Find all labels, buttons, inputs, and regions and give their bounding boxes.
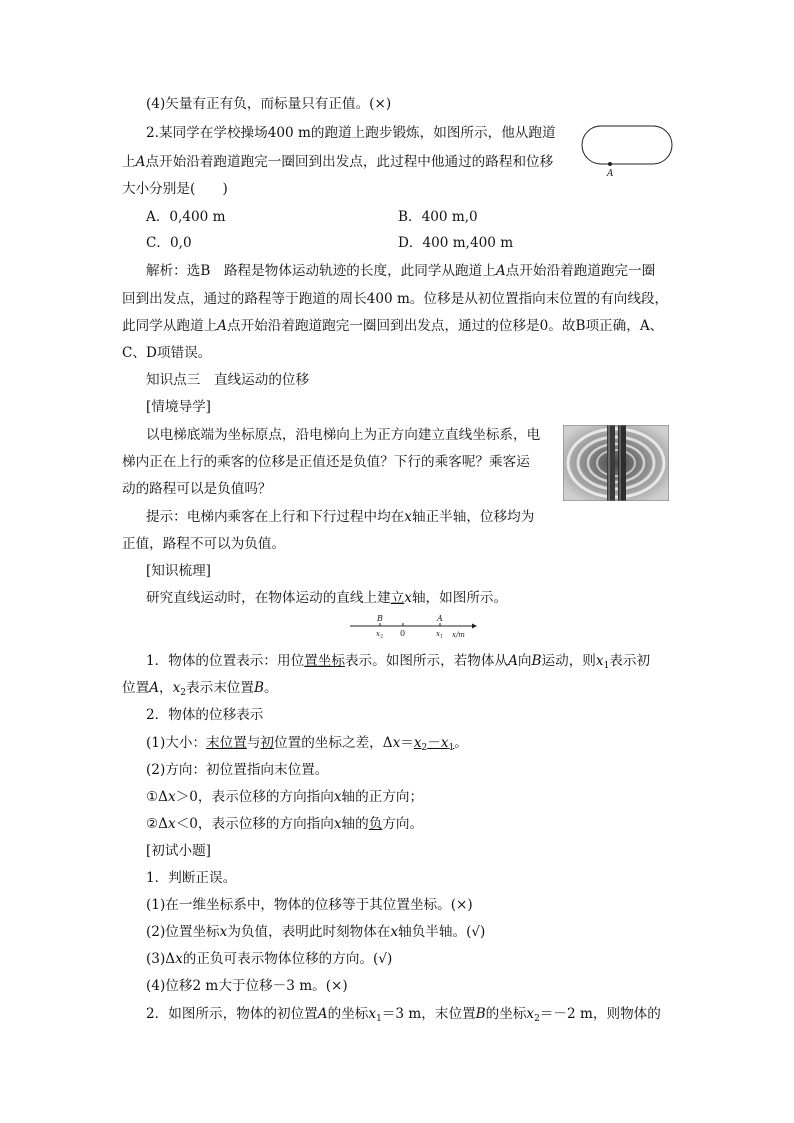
text-line: (4)矢量有正有负，而标量只有正值。(×) — [146, 96, 392, 112]
text-line: (3)Δx的正负可表示物体位移的方向。(√) — [146, 951, 393, 967]
text-line: 梯内正在上行的乘客的位移是正值还是负值？下行的乘客呢？乘客运 — [122, 454, 530, 470]
text-line: 研究直线运动时，在物体运动的直线上建立x轴，如图所示。 — [146, 590, 508, 606]
tick-label-x1: $x_1$ — [436, 630, 444, 640]
point-label-a: A — [437, 614, 443, 623]
option-d: D．400 m,400 m — [398, 235, 514, 251]
text-line: ②Δx＜0，表示位移的方向指向x轴的负方向。 — [146, 816, 424, 832]
running-track-figure — [578, 124, 678, 182]
text-line: 1．物体的位置表示：用位置坐标表示。如图所示，若物体从A向B运动，则$x_1$表示初 — [146, 653, 651, 671]
text-line: (1)在一维坐标系中，物体的位移等于其位置坐标。(×) — [146, 897, 473, 913]
question-2b: 2．如图所示，物体的初位置A的坐标$x_1=3$ m，末位置B的坐标$x_2=-2$ m，则物体的 — [146, 1006, 661, 1024]
axis-arrow-icon — [472, 624, 477, 629]
text-line: 大小分别是( ) — [122, 181, 228, 197]
text-line: 此同学从跑道上A点开始沿着跑道跑完一圈回到出发点，通过的位移是0。故B项正确，A、 — [122, 318, 664, 334]
text-line: 动的路程可以是负值吗？ — [122, 481, 272, 497]
option-a: A．0,400 m — [146, 209, 226, 225]
question-2: 2.某同学在学校操场400 m的跑道上跑步锻炼，如图所示，他从跑道 — [146, 125, 556, 141]
text-line: (4)位移2 m大于位移－3 m。(×) — [146, 978, 348, 994]
axis-label: x/m — [452, 631, 465, 639]
subheading: [初试小题] — [146, 843, 211, 859]
option-c: C．0,0 — [146, 235, 192, 251]
elevator-photo — [563, 425, 669, 501]
start-point-a — [608, 162, 612, 166]
point-label-b: B — [377, 614, 383, 623]
text-line: (2)方向：初位置指向末位置。 — [146, 762, 329, 778]
text-line: 1．判断正误。 — [146, 870, 237, 886]
analysis: 解析：选B 路程是物体运动轨迹的长度，此同学从跑道上A点开始沿着跑道跑完一圈 — [146, 263, 656, 279]
number-line-figure — [348, 612, 478, 642]
track-outline — [582, 126, 672, 164]
track-label-a: A — [607, 169, 614, 179]
option-b: B．400 m,0 — [398, 209, 478, 225]
tick-label-zero: 0 — [400, 629, 406, 638]
section-heading: 知识点三 直线运动的位移 — [146, 372, 310, 388]
text-line: 位置A，$x_2$表示末位置B。 — [122, 680, 278, 698]
subheading: [情境导学] — [146, 399, 211, 415]
text-line: (1)大小：末位置与初位置的坐标之差，$\Delta x=x_2-x_1$。 — [146, 735, 468, 753]
text-line: (2)位置坐标x为负值，表明此时刻物体在x轴负半轴。(√) — [146, 924, 486, 940]
text-line: 提示：电梯内乘客在上行和下行过程中均在x轴正半轴，位移均为 — [146, 509, 535, 525]
text-line: C、D项错误。 — [122, 345, 212, 361]
text-line: 回到出发点，通过的路程等于跑道的周长400 m。位移是从初位置指向末位置的有向线段， — [122, 291, 669, 307]
subheading: [知识梳理] — [146, 563, 211, 579]
text-line: 2．物体的位移表示 — [146, 707, 264, 723]
text-line: ①Δx＞0，表示位移的方向指向x轴的正方向； — [146, 789, 424, 805]
text-line: 正值，路程不可以为负值。 — [122, 536, 286, 552]
text-line: 上A点开始沿着跑道跑完一圈回到出发点，此过程中他通过的路程和位移 — [122, 154, 554, 170]
text-line: 以电梯底端为坐标原点，沿电梯向上为正方向建立直线坐标系，电 — [146, 427, 541, 443]
tick-label-x2: $x_2$ — [376, 630, 384, 640]
